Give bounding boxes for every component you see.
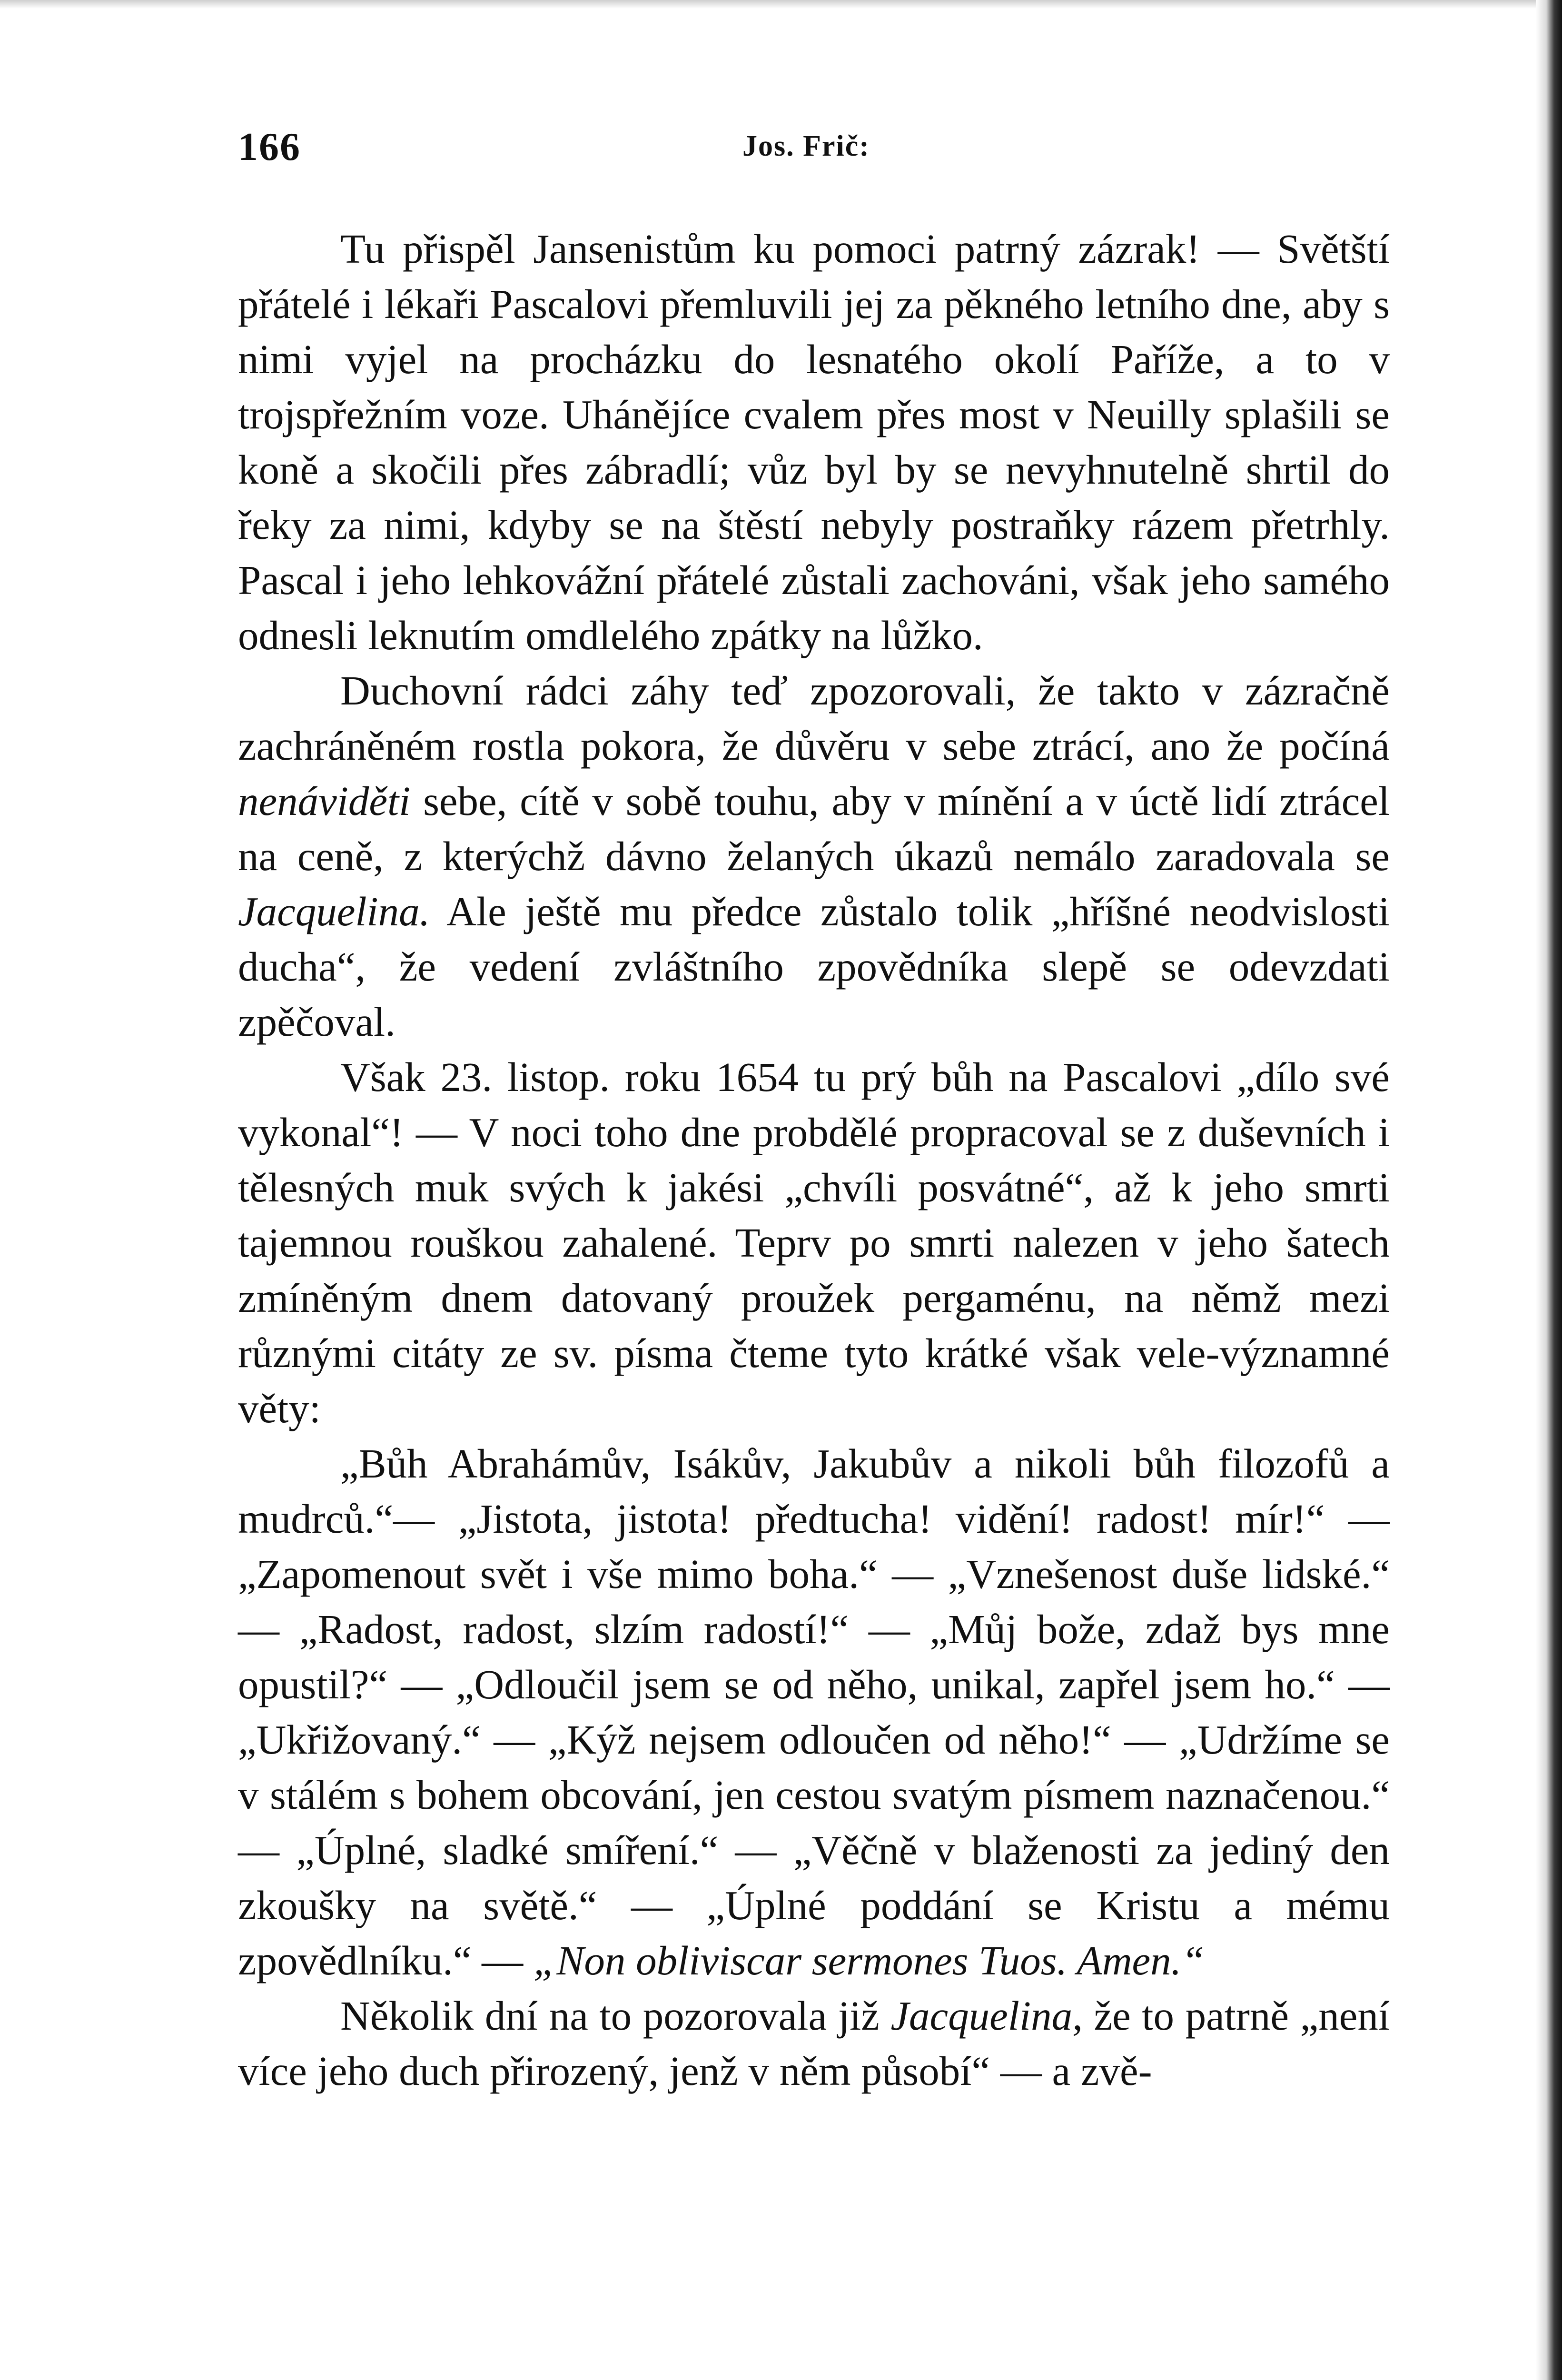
paragraph-zazrak [238, 221, 1390, 663]
emphasis-latin-quote: „Non obliviscar sermones Tuos. Amen.“ [533, 1937, 1205, 1983]
paragraph-listopad [238, 1050, 1390, 1436]
scan-right-edge [1536, 0, 1562, 2380]
scan-top-edge [0, 0, 1562, 9]
paragraph-text: Tu přispěl Jansenistům ku pomoci patrný zázrak! — Světští přátelé i lékaři Pascalovi přemluvili jej za pěkného letního dne, aby s nimi vyjel na procházku do lesnatého okolí Paříže, a to v trojspřežním voze. Uhánějíce cvalem přes most v Neuilly splašili se koně a skočili přes zábradlí; vůz byl by se nevyhnutelně shrtil do řeky za nimi, kdyby se na štěstí nebyly postraňky rázem přetrhly. Pascal i jeho lehkovážní přátelé zůstali zachováni, však jeho samého odnesli leknutím omdlelého zpátky na lůžko. [238, 226, 1390, 658]
emphasis-jacquelina: Jacquelina. [238, 888, 430, 934]
paragraph-text: „Bůh Abrahámův, Isákův, Jakubův a nikoli bůh filozofů a mudrců.“— „Jistota, jistota! předtucha! vidění! radost! mír!“ — „Zapomenout svět i vše mimo boha.“ — „Vznešenost duše lidské.“ — „Radost, radost, slzím radostí!“ — „Můj bože, zdaž bys mne opustil?“ — „Odloučil jsem se od něho, unikal, zapřel jsem ho.“ — „Ukřižovaný.“ — „Kýž nejsem odloučen od něho!“ — „Udržíme se v stálém s bohem obcování, jen cestou svatým písmem naznačenou.“ — „Úplné, sladké smíření.“ — „Věčně v blaženosti za jediný den zkoušky na světě.“ — „Úplné poddání se Kristu a mému zpovědlníku.“ — [238, 1440, 1390, 1983]
page-header [238, 119, 1390, 181]
paragraph-text: Však 23. listop. roku 1654 tu prý bůh na Pascalovi „dílo své vykonal“! — V noci toho dne probdělé propracoval se z duševních i tělesných muk svých k jakési „chvíli posvátné“, až k jeho smrti tajemnou rouškou zahalené. Teprv po smrti nalezen v jeho šatech zmíněným dnem datovaný proužek pergaménu, na němž mezi různými citáty ze sv. písma čteme tyto krátké však vele-významné věty: [238, 1054, 1390, 1431]
running-head: Jos. Frič: [742, 130, 870, 162]
paragraph-nekolik-dni [238, 1988, 1390, 2099]
paragraph-pokora [238, 663, 1390, 1050]
body-text [238, 221, 1390, 2099]
paragraph-text: Několik dní na to pozorovala již [340, 1993, 891, 2039]
paragraph-text: že to patrně „není více jeho duch přirozený, jenž v něm působí“ — a zvě- [238, 1993, 1390, 2094]
page-number: 166 [238, 125, 301, 169]
paragraph-text: sebe, cítě v sobě touhu, aby v mínění a v úctě lidí ztrácel na ceně, z kterýchž dávno želaných úkazů nemálo zaradovala se [238, 778, 1390, 879]
emphasis-nenavideti: nenáviděti [238, 778, 411, 824]
paragraph-memorial-quotes [238, 1436, 1390, 1988]
paragraph-text: Duchovní rádci záhy teď zpozorovali, že takto v zázračně zachráněném rostla pokora, že důvěru v sebe ztrácí, ano že počíná [238, 667, 1390, 769]
emphasis-jacquelina: Jacquelina, [890, 1993, 1083, 2039]
paragraph-text: Ale ještě mu předce zůstalo tolik „hříšné neodvislosti ducha“, že vedení zvláštního zpovědníka slepě se odevzdati zpěčoval. [238, 888, 1390, 1045]
